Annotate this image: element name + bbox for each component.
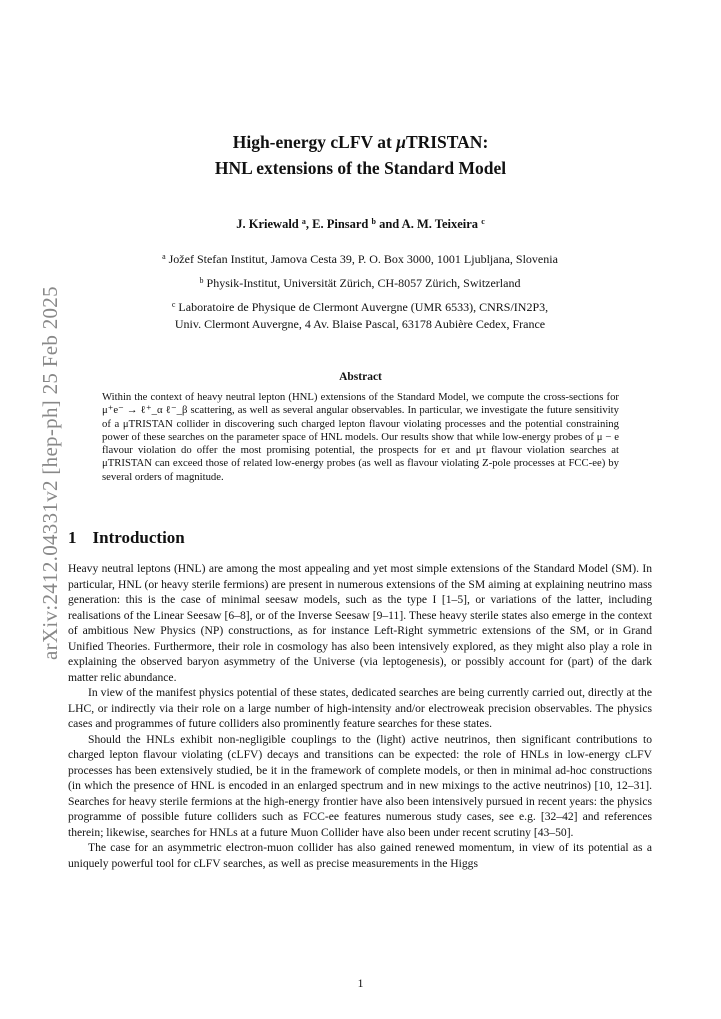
affiliation-b: $^b$ Physik-Institut, Universität Zürich, CH-8057 Zürich, Switzerland [199, 276, 521, 290]
affiliation-c: $^c$ Laboratoire de Physique de Clermont Auvergne (UMR 6533), CNRS/IN2P3, Univ. Clermont Auvergne, 4 Av. Blaise Pascal, 63178 Aubière Cedex, France [171, 300, 549, 331]
paper-title-line2: HNL extensions of the Standard Model [214, 158, 507, 178]
paragraph: The case for an asymmetric electron-muon collider has also gained renewed momentum, in view of its potential as a uniquely powerful tool for cLFV searches, as well as precise measurements in the Higgs [68, 841, 652, 870]
abstract-text: Within the context of heavy neutral lepton (HNL) extensions of the Standard Model, we compute the cross-sections for μ⁺e⁻ → ℓ⁺_α ℓ⁻_β scattering, as well as several angular observables. In particular, we investigate the future sensitivity of a μTRISTAN collider in discovering such charged lepton flavour violating processes and the potential constraining power of these searches on the parameter space of HNL models. Our results show that while low-energy probes of μ − e flavour violation do offer the most promising potential, the prospects for eτ and μτ flavour violation searches at μTRISTAN can exceed those of related low-energy probes (as well as flavour violating Z-pole processes at FCC-ee) by several orders of magnitude. [102, 391, 619, 483]
paper-title-line1: High-energy cLFV at μTRISTAN: [232, 132, 489, 152]
paragraph: In view of the manifest physics potential of these states, dedicated searches are being currently carried out, directly at the LHC, or indirectly via their role on a large number of high-intensity and/or electroweak precision observables. The physics cases and programmes of future colliders also prominently feature searches for these states. [68, 686, 652, 730]
body-text [68, 561, 652, 871]
paragraph: Should the HNLs exhibit non-negligible couplings to the (light) active neutrinos, then significant contributions to charged lepton flavour violating (cLFV) decays and transitions can be expected: the role of HNLs in low-energy cLFV processes has been extensively studied, be it in the framework of complete models, or then in minimal ad-hoc constructions (in which the presence of HNL is encoded in an enlarged spectrum and in new mixings to the active neutrinos) [10, 12–31]. Searches for heavy sterile fermions at the high-energy frontier have also been intensively pursued in recent years: the physics programme of possible future colliders such as FCC-ee features numerous study cases, see e.g. [32–42] and references therein; likewise, searches for HNLs at a future Muon Collider have also been under recent scrutiny [43–50]. [68, 732, 652, 839]
affiliation-a: $^a$ Jožef Stefan Institut, Jamova Cesta 39, P. O. Box 3000, 1001 Ljubljana, Slovenia [162, 252, 558, 266]
abstract-heading: Abstract [339, 371, 382, 383]
author-list: J. Kriewald $^a$, E. Pinsard $^b$ and A. M. Teixeira $^c$ [236, 217, 485, 231]
paragraph: Heavy neutral leptons (HNL) are among the most appealing and yet most simple extensions of the Standard Model (SM). In particular, HNL (or heavy sterile fermions) are present in numerous extensions of the SM aiming at explaining neutrino mass generation: this is the case of minimal seesaw models, such as the type I [1–5], or variations of the latter, including realisations of the Linear Seesaw [6–8], or of the Inverse Seesaw [9–11]. These heavy sterile states also emerge in the context of ambitious New Physics (NP) constructions, as for instance Left-Right symmetric extensions of the SM, or in Grand Unified Theories. Furthermore, their role in cosmology has also been intensively explored, as they might also play a role in explaining the observed baryon asymmetry of the Universe (via leptogenesis), or possibly account for (part) of the dark matter relic abundance. [68, 562, 652, 684]
section-heading: 1 Introduction [68, 528, 185, 547]
arxiv-stamp: arXiv:2412.04331v2 [hep-ph] 25 Feb 2025 [38, 286, 62, 660]
page-number: 1 [357, 976, 364, 990]
